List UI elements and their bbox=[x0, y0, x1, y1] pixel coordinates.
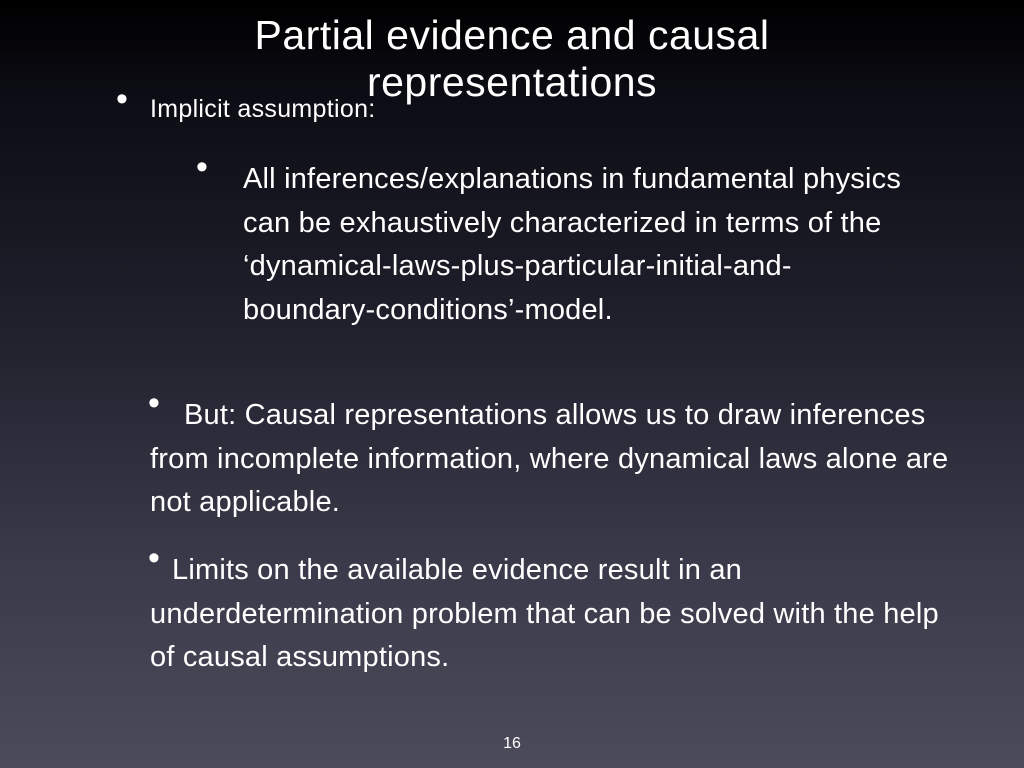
slide-title: Partial evidence and causal representations bbox=[254, 12, 770, 105]
bullet-limits-evidence: Limits on the available evidence result in an underdetermination problem that can be solved with the help of causal assumptions. bbox=[150, 554, 939, 673]
bullet-dot-icon: • bbox=[148, 539, 160, 577]
bullet-dot-icon: • bbox=[116, 80, 128, 118]
sub-bullet-inferences: All inferences/explanations in fundamental physics can be exhaustively characterized in terms of the ‘dynamical-laws-plus-particular-initial-and-boundary-conditions’-model. bbox=[243, 163, 902, 326]
bullet-dot-icon: • bbox=[148, 384, 160, 422]
bullet-causal-representations: But: Causal representations allows us to draw inferences from incomplete information, where dynamical laws alone are not applicable. bbox=[150, 399, 949, 518]
bullet-implicit-assumption: Implicit assumption: bbox=[150, 95, 376, 123]
bullet-dot-icon: • bbox=[196, 148, 208, 186]
page-number: 16 bbox=[503, 735, 521, 752]
